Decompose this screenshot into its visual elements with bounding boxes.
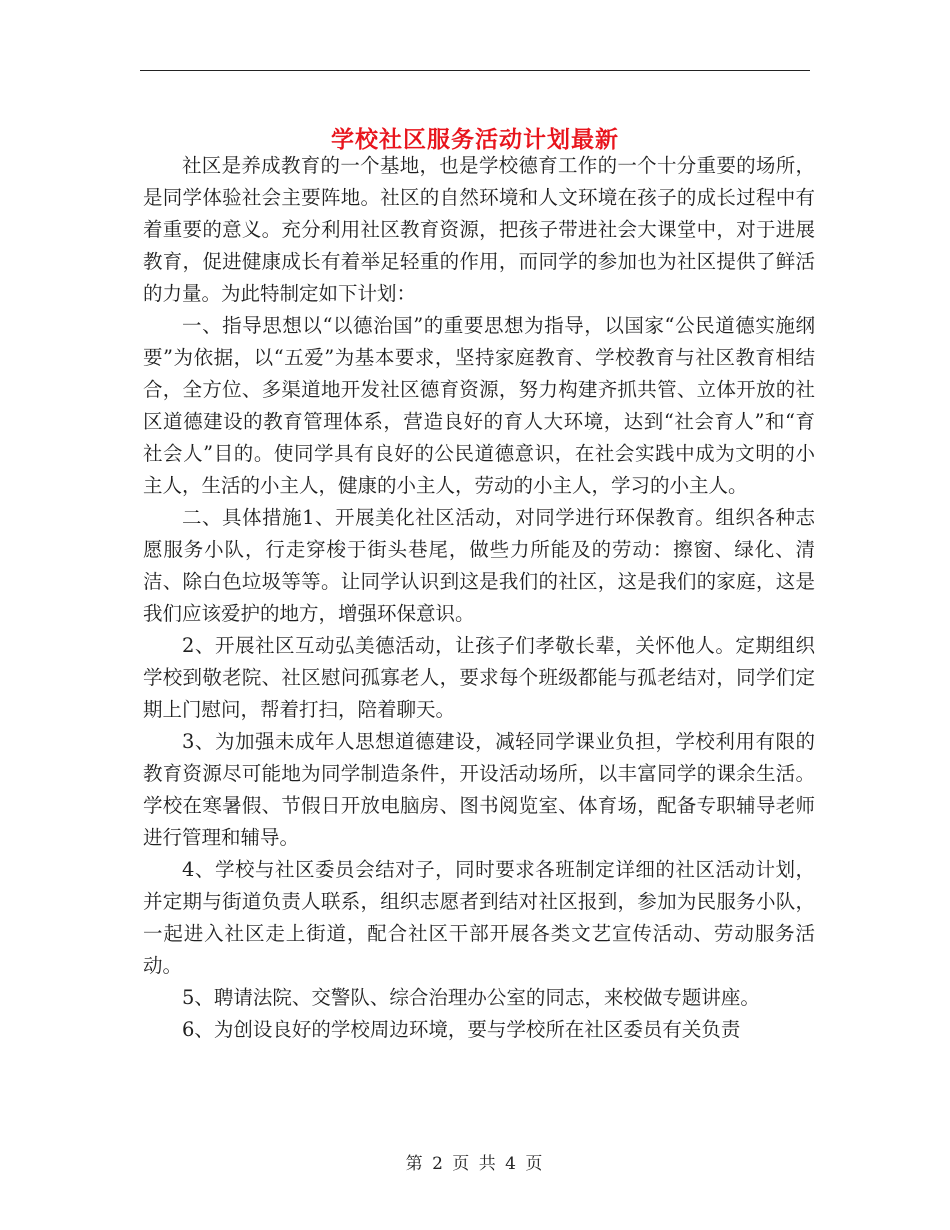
paragraph-measure-2: 2、开展社区互动弘美德活动，让孩子们孝敬长辈，关怀他人。定期组织学校到敬老院、社区慰问孤寡老人，要求每个班级都能与孤老结对，同学们定期上门慰问，帮着打扫，陪着聊天。 — [143, 634, 815, 721]
paragraph-measure-5: 5、聘请法院、交警队、综合治理办公室的同志，来校做专题讲座。 — [182, 986, 760, 1009]
document-body — [143, 150, 815, 1046]
paragraph-measure-3: 3、为加强未成年人思想道德建设，减轻同学课业负担，学校利用有限的教育资源尽可能地为同学制造条件，开设活动场所，以丰富同学的课余生活。学校在寒暑假、节假日开放电脑房、图书阅览室、体育场，配备专职辅导老师进行管理和辅导。 — [143, 730, 815, 849]
paragraph-measure-1: 二、具体措施1、开展美化社区活动，对同学进行环保教育。组织各种志愿服务小队，行走穿梭于街头巷尾，做些力所能及的劳动：擦窗、绿化、清洁、除白色垃圾等等。让同学认识到这是我们的社区，这是我们的家庭，这是我们应该爱护的地方，增强环保意识。 — [143, 506, 815, 625]
paragraph-measure-6: 6、为创设良好的学校周边环境，要与学校所在社区委员有关负责 — [182, 1018, 741, 1041]
document-title: 学校社区服务活动计划最新 — [331, 126, 619, 154]
page-number: 第 2 页 共 4 页 — [405, 1154, 545, 1174]
paragraph-guiding-ideology: 一、指导思想以“以德治国”的重要思想为指导，以国家“公民道德实施纲要”为依据，以“五爱”为基本要求，坚持家庭教育、学校教育与社区教育相结合，全方位、多渠道地开发社区德育资源，努力构建齐抓共管、立体开放的社区道德建设的教育管理体系，营造良好的育人大环境，达到“社会育人”和“育社会人”目的。使同学具有良好的公民道德意识，在社会实践中成为文明的小主人，生活的小主人，健康的小主人，劳动的小主人，学习的小主人。 — [143, 314, 815, 497]
paragraph-intro: 社区是养成教育的一个基地，也是学校德育工作的一个十分重要的场所，是同学体验社会主要阵地。社区的自然环境和人文环境在孩子的成长过程中有着重要的意义。充分利用社区教育资源，把孩子带进社会大课堂中，对于进展教育，促进健康成长有着举足轻重的作用，而同学的参加也为社区提供了鲜活的力量。为此特制定如下计划： — [143, 154, 815, 305]
header-rule — [140, 70, 810, 71]
paragraph-measure-4: 4、学校与社区委员会结对子，同时要求各班制定详细的社区活动计划，并定期与街道负责人联系，组织志愿者到结对社区报到，参加为民服务小队，一起进入社区走上街道，配合社区干部开展各类文艺宣传活动、劳动服务活动。 — [143, 858, 815, 977]
